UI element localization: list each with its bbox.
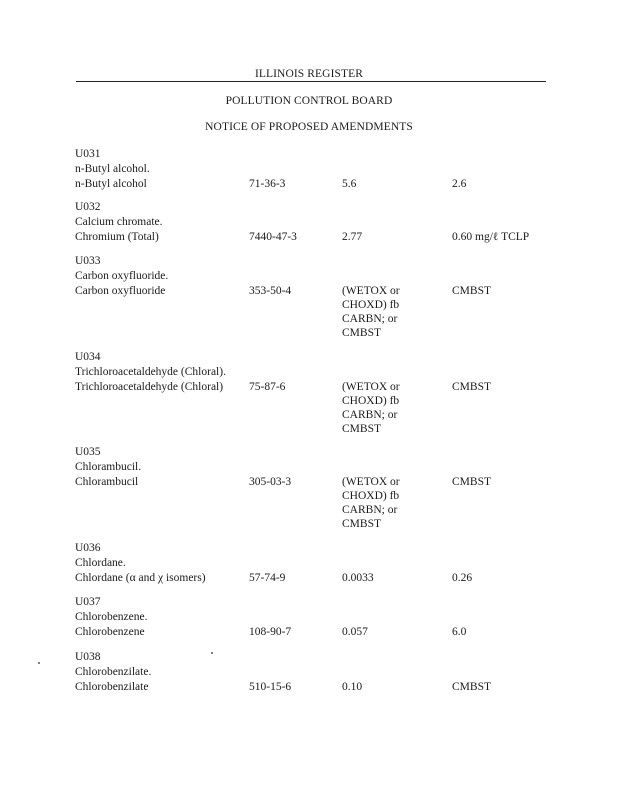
waste-name: Chlorobenzilate. xyxy=(75,666,152,678)
constituent-row xyxy=(75,625,555,640)
notice-title: NOTICE OF PROPOSED AMENDMENTS xyxy=(205,121,413,133)
constituent-row xyxy=(75,230,555,245)
waste-code: U036 xyxy=(75,542,101,554)
nonwastewater-standard: CMBST xyxy=(452,476,491,488)
waste-name: Chlorobenzene. xyxy=(75,611,148,623)
header-rule xyxy=(76,81,546,82)
waste-name: Chlorambucil. xyxy=(75,461,142,473)
constituent-row xyxy=(75,680,555,695)
constituent-name: n-Butyl alcohol xyxy=(75,178,147,190)
waste-entry xyxy=(75,254,555,339)
wastewater-standard: 0.0033 xyxy=(342,572,374,584)
cas-number: 305-03-3 xyxy=(249,476,292,488)
waste-code: U032 xyxy=(75,201,101,213)
cas-number: 71-36-3 xyxy=(249,178,286,190)
scan-speck xyxy=(38,662,40,664)
constituent-row xyxy=(75,284,555,339)
constituent-name: Chlorobenzilate xyxy=(75,681,149,693)
waste-entry xyxy=(75,147,555,192)
waste-entry xyxy=(75,650,555,695)
nonwastewater-standard: CMBST xyxy=(452,285,491,297)
nonwastewater-standard: 6.0 xyxy=(452,626,467,638)
nonwastewater-standard: 2.6 xyxy=(452,178,467,190)
waste-name: Trichloroacetaldehyde (Chloral). xyxy=(75,366,226,378)
nonwastewater-standard: CMBST xyxy=(452,381,491,393)
wastewater-standard: 2.77 xyxy=(342,231,363,243)
cas-number: 108-90-7 xyxy=(249,626,292,638)
constituent-name: Chlorobenzene xyxy=(75,626,145,638)
nonwastewater-standard: 0.60 mg/ℓ TCLP xyxy=(452,231,530,243)
wastewater-standard: 0.10 xyxy=(342,681,363,693)
wastewater-standard: 5.6 xyxy=(342,178,357,190)
constituent-row xyxy=(75,475,555,530)
cas-number: 57-74-9 xyxy=(249,572,286,584)
waste-name: Carbon oxyfluoride. xyxy=(75,270,169,282)
wastewater-standard: (WETOX or CHOXD) fb CARBN; or CMBST xyxy=(342,381,400,435)
nonwastewater-standard: CMBST xyxy=(452,681,491,693)
scan-speck xyxy=(211,652,213,654)
constituent-row xyxy=(75,571,555,586)
cas-number: 75-87-6 xyxy=(249,381,286,393)
constituent-name: Chromium (Total) xyxy=(75,231,159,243)
waste-code: U031 xyxy=(75,148,101,160)
waste-name: Chlordane. xyxy=(75,557,126,569)
constituent-name: Chlordane (α and χ isomers) xyxy=(75,572,206,584)
waste-entry xyxy=(75,445,555,530)
constituent-name: Carbon oxyfluoride xyxy=(75,285,166,297)
nonwastewater-standard: 0.26 xyxy=(452,572,473,584)
waste-code: U038 xyxy=(75,651,101,663)
register-title: ILLINOIS REGISTER xyxy=(254,68,364,80)
waste-code: U034 xyxy=(75,351,101,363)
cas-number: 510-15-6 xyxy=(249,681,292,693)
constituent-row xyxy=(75,380,555,435)
constituent-name: Chlorambucil xyxy=(75,476,139,488)
waste-code: U037 xyxy=(75,596,101,608)
board-name: POLLUTION CONTROL BOARD xyxy=(225,95,393,107)
waste-code: U035 xyxy=(75,446,101,458)
wastewater-standard: (WETOX or CHOXD) fb CARBN; or CMBST xyxy=(342,285,400,339)
wastewater-standard: (WETOX or CHOXD) fb CARBN; or CMBST xyxy=(342,476,400,530)
waste-entry xyxy=(75,541,555,586)
constituent-name: Trichloroacetaldehyde (Chloral) xyxy=(75,381,224,393)
waste-entry xyxy=(75,200,555,245)
wastewater-standard: 0.057 xyxy=(342,626,368,638)
waste-entry xyxy=(75,595,555,640)
cas-number: 353-50-4 xyxy=(249,285,292,297)
waste-code: U033 xyxy=(75,255,101,267)
cas-number: 7440-47-3 xyxy=(249,231,297,243)
waste-name: Calcium chromate. xyxy=(75,216,163,228)
waste-name: n-Butyl alcohol. xyxy=(75,163,150,175)
waste-entry xyxy=(75,350,555,435)
constituent-row xyxy=(75,177,555,192)
